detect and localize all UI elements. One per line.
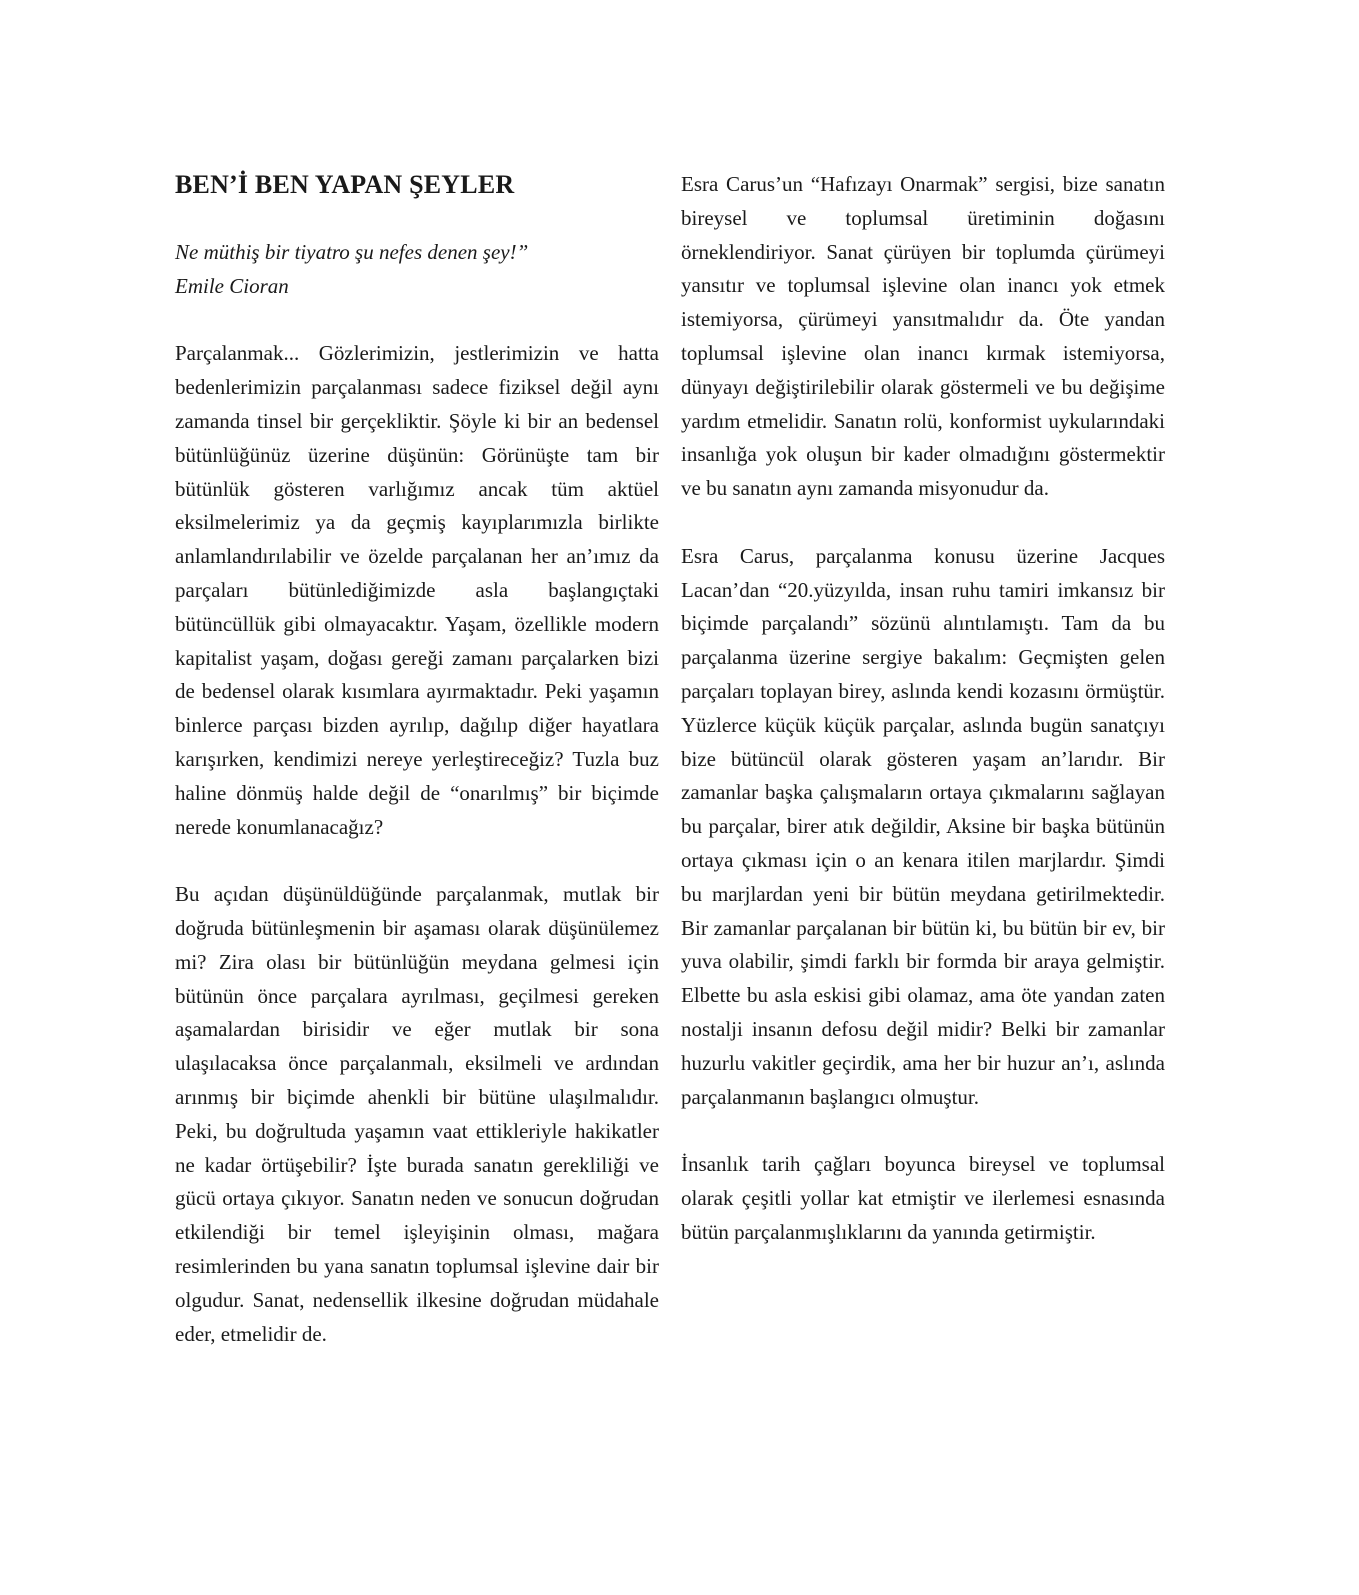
paragraph: İnsanlık tarih çağları boyunca bireysel ve toplumsal olarak çeşitli yollar kat etmiştir ve ilerlemesi esnasında bütün parçalanmışlıklarını da yanında getirmiştir. xyxy=(681,1152,1165,1244)
paragraph: Parçalanmak... Gözlerimizin, jestlerimizin ve hatta bedenlerimizin parçalanması sadece fiziksel değil aynı zamanda tinsel bir gerçekliktir. Şöyle ki bir an bedensel bütünlüğünüz üzerine düşünün: Görünüşte tam bir bütünlük gösteren varlığımız ancak tüm aktüel eksilmelerimiz ya da geçmiş kayıplarımızla birlikte anlamlandırılabilir ve özelde parçalanan her an’ımız da parçaları bütünlediğimizde asla başlangıçtaki bütüncüllük gibi olmayacaktır. Yaşam, özellikle modern kapitalist yaşam, doğası gereği zamanı parçalarken bizi de bedensel olarak kısımlara ayırmaktadır. Peki yaşamın binlerce parçası bizden ayrılıp, dağılıp diğer hayatlara karışırken, kendimizi nereye yerleştireceğiz? Tuzla buz haline dönmüş halde değil de “onarılmış” bir biçimde nerede konumlanacağız? xyxy=(175,341,659,839)
epigraph xyxy=(175,236,659,304)
left-column xyxy=(175,168,659,1351)
right-column xyxy=(681,168,1165,1250)
paragraph: Esra Carus, parçalanma konusu üzerine Jacques Lacan’dan “20.yüzyılda, insan ruhu tamiri imkansız bir biçimde parçalandı” sözünü alıntılamıştı. Tam da bu parçalanma üzerine sergiye bakalım: Geçmişten gelen parçaları toplayan birey, aslında kendi kozasını örmüştür. Yüzlerce küçük küçük parçalar, aslında bugün sanatçıyı bize bütüncül olarak gösteren yaşam an’larıdır. Bir zamanlar başka çalışmaların ortaya çıkmalarını sağlayan bu parçalar, birer atık değildir, Aksine bir başka bütünün ortaya çıkması için o an kenara itilen marjlardır. Şimdi bu marjlardan yeni bir bütün meydana getirilmektedir. Bir zamanlar parçalanan bir bütün ki, bu bütün bir ev, bir yuva olabilir, şimdi farklı bir formda bir araya gelmiştir. Elbette bu asla eskisi gibi olamaz, ama öte yandan zaten nostalji insanın defosu değil midir? Belki bir zamanlar huzurlu vakitler geçirdik, ama her bir huzur an’ı, aslında parçalanmanın başlangıcı olmuştur. xyxy=(681,543,1165,1109)
article-title: BEN’İ BEN YAPAN ŞEYLER xyxy=(175,170,515,199)
epigraph-quote: Ne müthiş bir tiyatro şu nefes denen şey!” xyxy=(175,240,529,264)
paragraph: Esra Carus’un “Hafızayı Onarmak” sergisi, bize sanatın bireysel ve toplumsal üretiminin doğasını örneklendiriyor. Sanat çürüyen bir toplumda çürümeyi yansıtır ve toplumsal işlevine olan inancı yok etmek istemiyorsa, çürümeyi yansıtmalıdır da. Öte yandan toplumsal işlevine olan inancı kırmak istemiyorsa, dünyayı değiştirilebilir olarak göstermeli ve bu değişime yardım etmelidir. Sanatın rolü, konformist uykularındaki insanlığa yok oluşun bir kader olmadığını göstermektir ve bu sanatın aynı zamanda misyonudur da. xyxy=(681,172,1165,501)
paragraph: Bu açıdan düşünüldüğünde parçalanmak, mutlak bir doğruda bütünleşmenin bir aşaması olarak düşünülemez mi? Zira olası bir bütünlüğün meydana gelmesi için bütünün önce parçalara ayrılması, geçilmesi gereken aşamalardan birisidir ve eğer mutlak bir sona ulaşılacaksa önce parçalanmalı, eksilmeli ve ardından arınmış bir biçimde ahenkli bir bütüne ulaşılmalıdır. Peki, bu doğrultuda yaşamın vaat ettikleriyle hakikatler ne kadar örtüşebilir? İşte burada sanatın gerekliliği ve gücü ortaya çıkıyor. Sanatın neden ve sonucun doğrudan etkilendiği bir temel işleyişinin olması, mağara resimlerinden bu yana sanatın toplumsal işlevine dair bir olgudur. Sanat, nedensellik ilkesine doğrudan müdahale eder, etmelidir de. xyxy=(175,882,659,1346)
epigraph-author: Emile Cioran xyxy=(175,273,289,298)
